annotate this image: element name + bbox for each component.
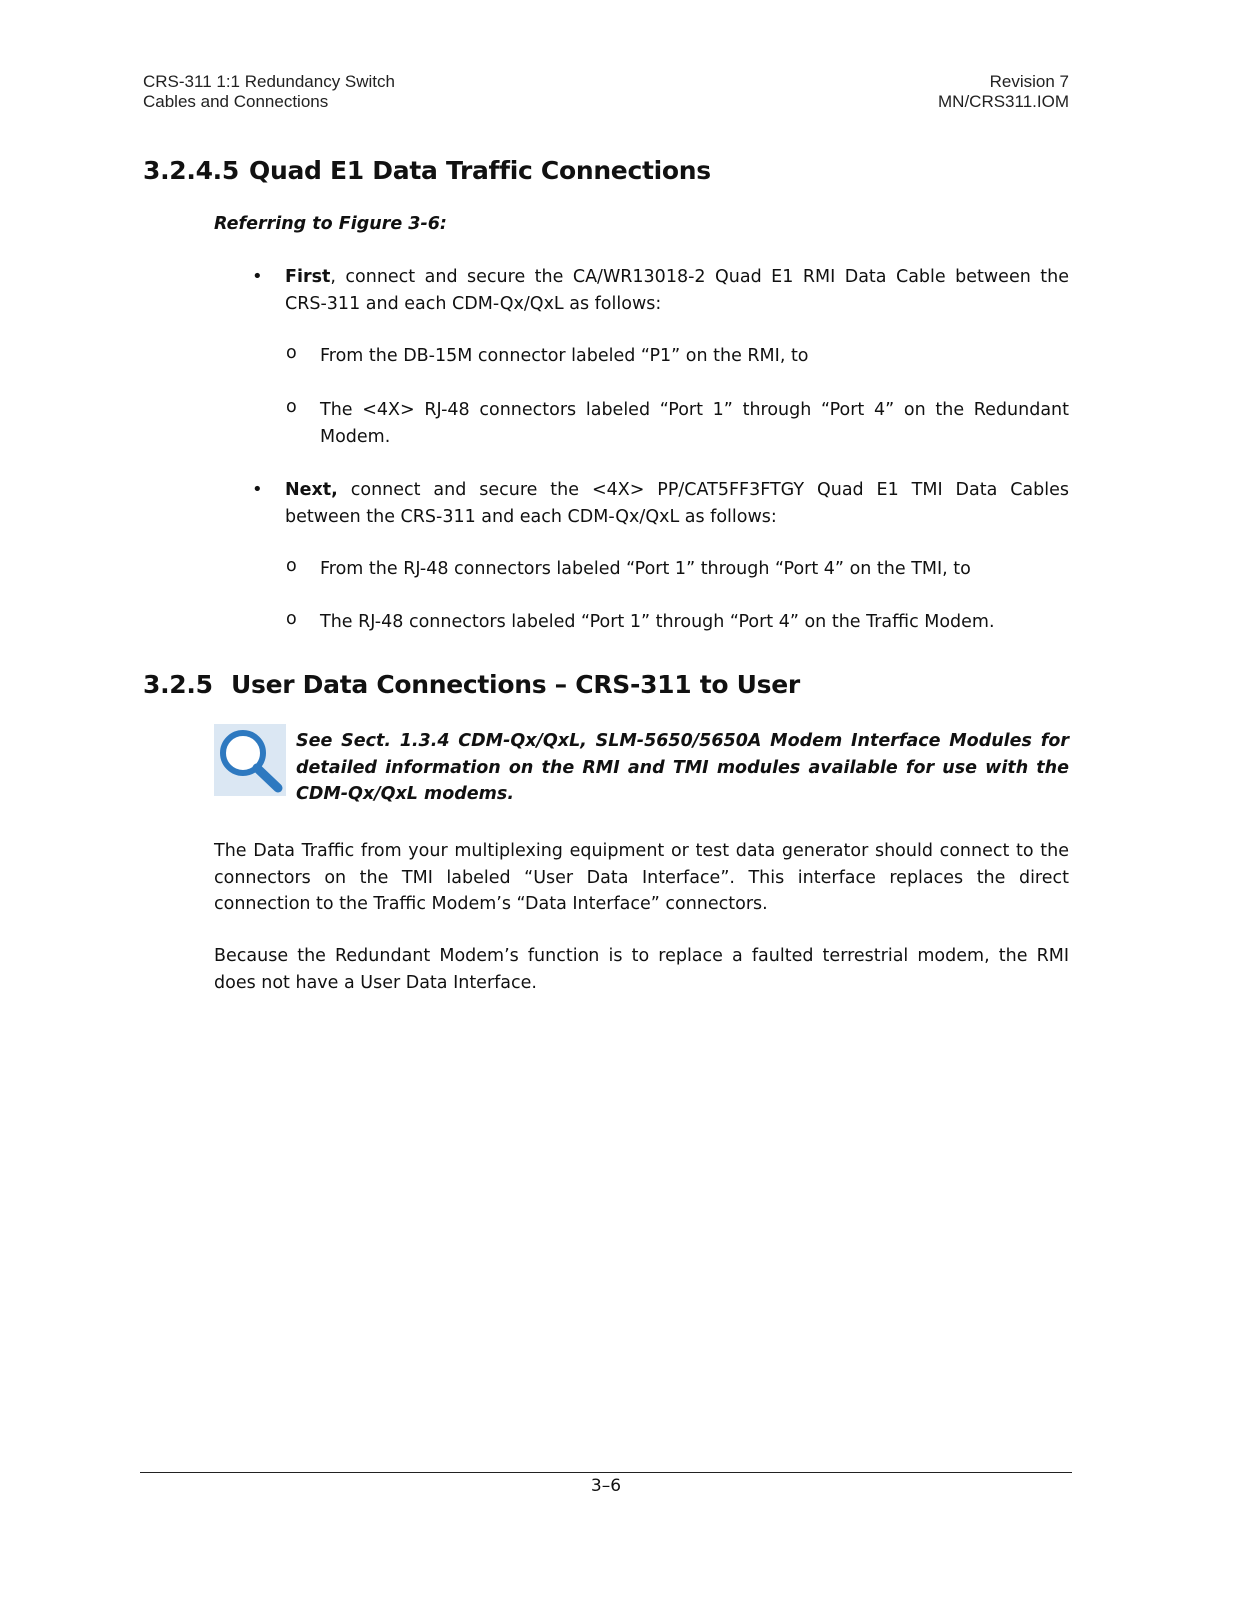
- sub-item-tmi-from: From the RJ-48 connectors labeled “Port 1” through “Port 4” on the TMI, to: [320, 559, 971, 579]
- sub-bullet-glyph: o: [286, 609, 297, 629]
- bullet-lead-first: First: [285, 267, 331, 287]
- paragraph-rmi: Because the Redundant Modem’s function is to replace a faulted terrestrial modem, the RMI does not have a User Data Interface.: [214, 946, 1069, 993]
- sub-item-tmi-to: The RJ-48 connectors labeled “Port 1” through “Port 4” on the Traffic Modem.: [320, 612, 995, 632]
- bullet-glyph: •: [252, 479, 263, 500]
- header-chapter-title: Cables and Connections: [143, 92, 329, 111]
- magnifier-icon: [214, 724, 286, 796]
- section-title: Quad E1 Data Traffic Connections: [249, 156, 711, 185]
- figure-reference: Referring to Figure 3-6:: [214, 214, 447, 234]
- section-number: 3.2.4.5: [143, 156, 239, 185]
- bullet-glyph: •: [252, 266, 263, 287]
- running-header-left: [143, 72, 395, 112]
- running-header-right: [938, 72, 1069, 112]
- sub-item-rmi-from: From the DB-15M connector labeled “P1” on the RMI, to: [320, 346, 809, 366]
- section-heading-3245: [143, 156, 711, 185]
- section-number: 3.2.5: [143, 670, 213, 699]
- header-revision: Revision 7: [989, 72, 1069, 91]
- footer-rule: [140, 1472, 1072, 1473]
- section-title: User Data Connections – CRS-311 to User: [231, 670, 800, 699]
- sub-bullet-glyph: o: [286, 343, 297, 363]
- note-text: See Sect. 1.3.4 CDM-Qx/QxL, SLM-5650/5650A Modem Interface Modules for detailed information on the RMI and TMI modules available for use with the CDM-Qx/QxL modems.: [296, 731, 1069, 804]
- bullet-text-first: , connect and secure the CA/WR13018-2 Quad E1 RMI Data Cable between the CRS-311 and each CDM-Qx/QxL as follows:: [285, 267, 1069, 314]
- bullet-lead-next: Next,: [285, 480, 338, 500]
- bullet-text-next: connect and secure the <4X> PP/CAT5FF3FTGY Quad E1 TMI Data Cables between the CRS-311 and each CDM-Qx/QxL as follows:: [285, 480, 1069, 527]
- bullet-next: [285, 477, 1069, 530]
- page-number: 3–6: [590, 1476, 622, 1496]
- header-document-title: CRS-311 1:1 Redundancy Switch: [143, 72, 395, 91]
- paragraph-user-data: The Data Traffic from your multiplexing equipment or test data generator should connect to the connectors on the TMI labeled “User Data Interface”. This interface replaces the direct connection to the Traffic Modem’s “Data Interface” connectors.: [214, 841, 1069, 914]
- sub-bullet-glyph: o: [286, 556, 297, 576]
- sub-bullet-glyph: o: [286, 397, 297, 417]
- header-manual-number: MN/CRS311.IOM: [938, 92, 1069, 111]
- section-heading-325: [143, 670, 800, 699]
- sub-item-rmi-to: The <4X> RJ-48 connectors labeled “Port 1” through “Port 4” on the Redundant Modem.: [320, 400, 1069, 447]
- bullet-first: [285, 264, 1069, 317]
